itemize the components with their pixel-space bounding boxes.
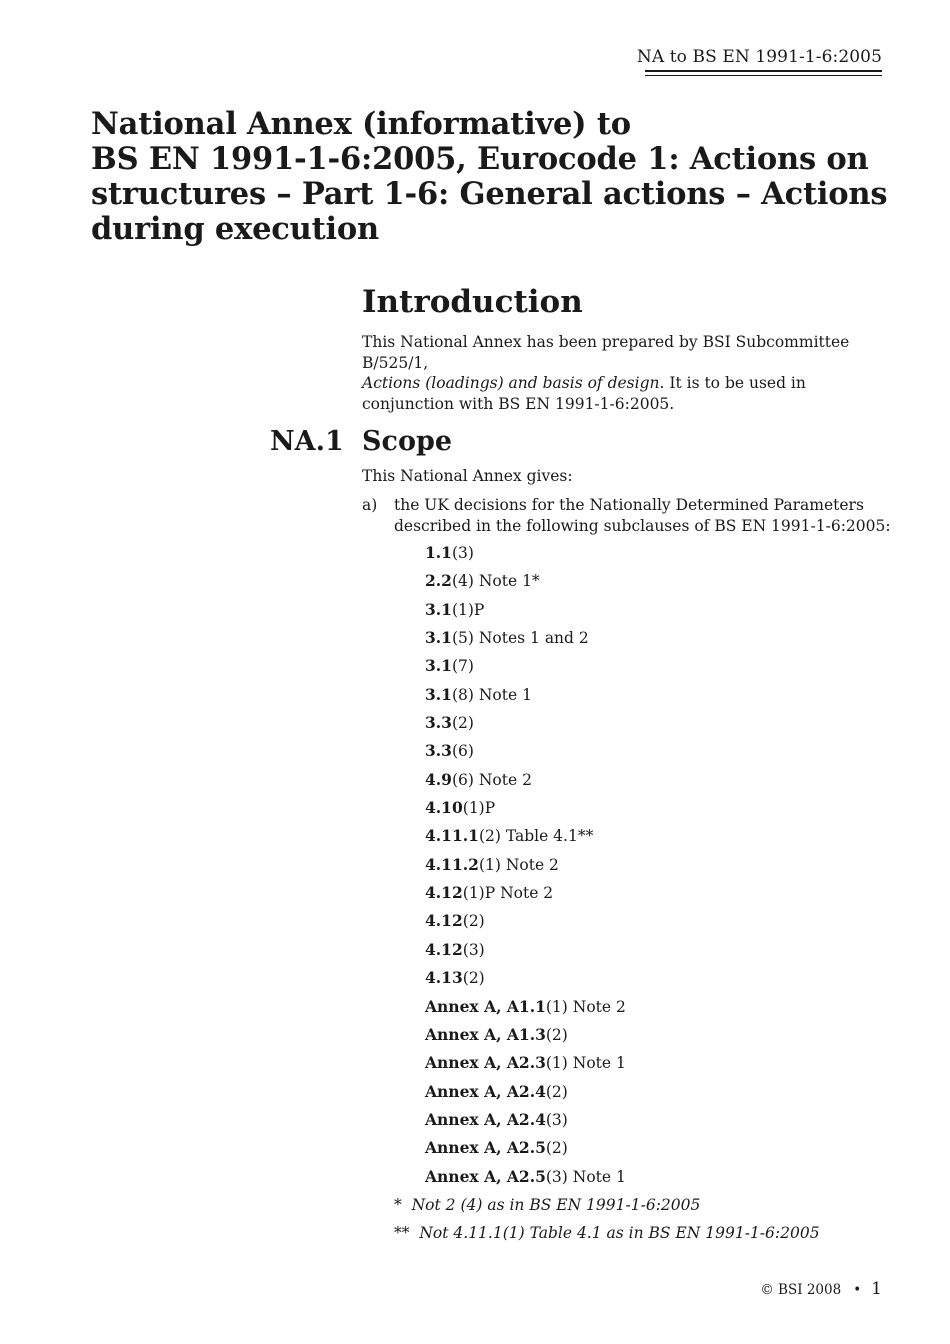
- subclause-item: [425, 826, 626, 854]
- subclause-item: [425, 600, 626, 628]
- scope-heading: Scope: [362, 426, 453, 457]
- subclause-item: [425, 798, 626, 826]
- subclause-item: [425, 940, 626, 968]
- subclause-item: [425, 1082, 626, 1110]
- subclause-number: Annex A, A2.5: [425, 1166, 546, 1186]
- subclause-number: 4.9: [425, 769, 452, 789]
- subclause-item: [425, 855, 626, 883]
- subclause-number: Annex A, A2.5: [425, 1138, 546, 1158]
- subclause-number: 4.11.1: [425, 826, 479, 846]
- running-header: NA to BS EN 1991-1-6:2005: [636, 47, 882, 67]
- subclause-item: [425, 656, 626, 684]
- subclause-item: [425, 685, 626, 713]
- intro-text-italic: Actions (loadings) and basis of design: [362, 374, 660, 392]
- subclause-item: [425, 1053, 626, 1081]
- footnote-text: Not 4.11.1(1) Table 4.1 as in BS EN 1991-1-6:2005: [419, 1224, 820, 1243]
- subclause-detail: (2): [451, 714, 474, 733]
- subclause-item: [425, 543, 626, 571]
- subclause-number: 3.1: [425, 656, 452, 676]
- title-line: structures – Part 1-6: General actions – Actions: [91, 176, 888, 212]
- subclause-number: 4.12: [425, 883, 463, 903]
- subclause-number: Annex A, A2.4: [425, 1109, 546, 1129]
- subclause-item: [425, 883, 626, 911]
- subclause-item: [425, 1138, 626, 1166]
- subclause-number: 4.11.2: [425, 854, 479, 874]
- subclause-item: [425, 741, 626, 769]
- subclause-item: [425, 1110, 626, 1138]
- subclause-detail: (1) Note 1: [545, 1054, 626, 1073]
- subclause-number: 2.2: [425, 571, 452, 591]
- list-item-a-marker: a): [362, 496, 378, 514]
- subclause-item: [425, 1167, 626, 1195]
- subclause-number: Annex A, A1.3: [425, 1024, 546, 1044]
- subclause-number: 4.13: [425, 968, 463, 988]
- subclause-detail: (8) Note 1: [451, 685, 532, 704]
- subclause-number: Annex A, A2.3: [425, 1053, 546, 1073]
- subclause-detail: (1) Note 2: [478, 855, 559, 874]
- footnote-text: Not 2 (4) as in BS EN 1991-1-6:2005: [411, 1196, 701, 1214]
- subclause-list: [425, 543, 626, 1195]
- subclause-item: [425, 770, 626, 798]
- subclause-detail: (3): [545, 1110, 568, 1129]
- subclause-item: [425, 713, 626, 741]
- subclause-number: 4.12: [425, 939, 463, 959]
- footer-bullet: •: [853, 1282, 862, 1298]
- footnote: [394, 1223, 820, 1251]
- subclause-detail: (6) Note 2: [451, 770, 532, 789]
- introduction-paragraph: [362, 332, 892, 414]
- subclause-number: Annex A, A1.1: [425, 996, 546, 1016]
- subclause-item: [425, 911, 626, 939]
- header-double-rule: [645, 70, 882, 76]
- subclause-detail: (2): [462, 969, 485, 988]
- subclause-detail: (2): [545, 1082, 568, 1101]
- scope-section-number: NA.1: [270, 426, 344, 457]
- subclause-number: 3.1: [425, 684, 452, 704]
- subclause-detail: (6): [451, 742, 474, 761]
- subclause-detail: (1)P: [451, 600, 485, 619]
- subclause-number: 4.12: [425, 911, 463, 931]
- subclause-detail: (2): [545, 1025, 568, 1044]
- footnote: [394, 1195, 820, 1223]
- footnote-list: [394, 1195, 820, 1252]
- subclause-number: 3.3: [425, 741, 452, 761]
- subclause-detail: (1)P Note 2: [462, 884, 554, 903]
- title-line: BS EN 1991-1-6:2005, Eurocode 1: Actions on: [91, 141, 869, 177]
- header-rule-thick: [645, 70, 882, 72]
- page-number: 1: [871, 1279, 882, 1299]
- subclause-item: [425, 1025, 626, 1053]
- title-line: National Annex (informative) to: [91, 106, 631, 142]
- introduction-heading: Introduction: [362, 284, 583, 320]
- subclause-detail: (2): [462, 912, 485, 931]
- subclause-number: Annex A, A2.4: [425, 1081, 546, 1101]
- document-title: [91, 107, 891, 247]
- subclause-detail: (3) Note 1: [545, 1167, 626, 1186]
- intro-text-suffix: . It is to be used in conjunction with BS EN 1991-1-6:2005.: [362, 374, 806, 413]
- subclause-detail: (3): [462, 940, 485, 959]
- subclause-item: [425, 628, 626, 656]
- subclause-item: [425, 571, 626, 599]
- subclause-detail: (2) Table 4.1**: [478, 827, 594, 846]
- subclause-number: 3.3: [425, 713, 452, 733]
- header-rule-thin: [645, 75, 882, 76]
- subclause-detail: (7): [451, 657, 474, 676]
- subclause-number: 1.1: [425, 543, 452, 562]
- copyright-text: © BSI 2008: [760, 1282, 842, 1298]
- subclause-detail: (1) Note 2: [545, 997, 626, 1016]
- subclause-item: [425, 968, 626, 996]
- footnote-mark: *: [394, 1196, 402, 1214]
- intro-text-prefix: This National Annex has been prepared by BSI Subcommittee B/525/1,: [362, 333, 850, 372]
- subclause-detail: (3): [451, 544, 474, 562]
- subclause-detail: (5) Notes 1 and 2: [451, 629, 589, 648]
- title-line: during execution: [91, 211, 380, 247]
- subclause-detail: (1)P: [462, 799, 496, 818]
- subclause-detail: (4) Note 1*: [451, 572, 540, 591]
- scope-intro: This National Annex gives:: [362, 467, 573, 485]
- subclause-item: [425, 997, 626, 1025]
- subclause-number: 4.10: [425, 798, 463, 818]
- subclause-number: 3.1: [425, 628, 452, 648]
- list-item-a-text: the UK decisions for the Nationally Determined Parameters described in the following subclauses of BS EN 1991-1-6:2005:: [394, 496, 891, 535]
- subclause-number: 3.1: [425, 599, 452, 619]
- page-footer: [760, 1279, 882, 1300]
- subclause-detail: (2): [545, 1139, 568, 1158]
- footnote-mark: **: [394, 1224, 410, 1243]
